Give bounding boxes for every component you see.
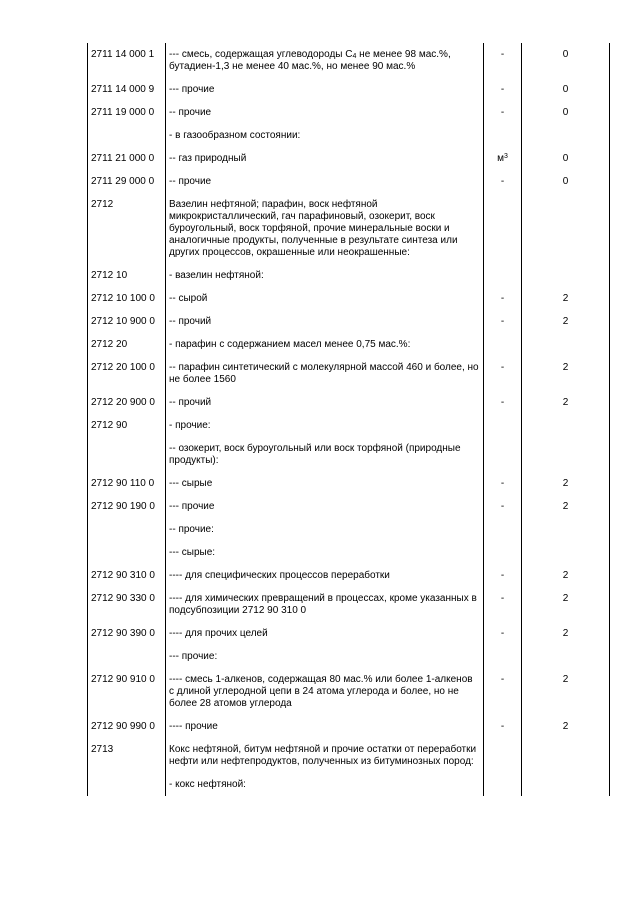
- duty-rate-cell: 2: [522, 472, 610, 495]
- description-cell: - парафин с содержанием масел менее 0,75 мас.%:: [166, 333, 484, 356]
- duty-rate-cell: [522, 738, 610, 773]
- duty-rate-cell: 0: [522, 43, 610, 78]
- code-cell: 2711 21 000 0: [88, 147, 166, 170]
- duty-rate-cell: [522, 333, 610, 356]
- code-cell: 2712 20 100 0: [88, 356, 166, 391]
- table-row: [88, 78, 610, 101]
- unit-cell: [484, 738, 522, 773]
- table-row: [88, 437, 610, 472]
- tariff-table-body: [88, 43, 610, 796]
- code-cell: 2712 90 330 0: [88, 587, 166, 622]
- description-cell: -- прочие: [166, 101, 484, 124]
- unit-cell: [484, 124, 522, 147]
- unit-cell: [484, 645, 522, 668]
- description-cell: --- сырые:: [166, 541, 484, 564]
- code-cell: 2711 14 000 9: [88, 78, 166, 101]
- unit-cell: [484, 773, 522, 796]
- code-cell: 2711 19 000 0: [88, 101, 166, 124]
- unit-cell: -: [484, 310, 522, 333]
- duty-rate-cell: [522, 264, 610, 287]
- table-row: [88, 147, 610, 170]
- duty-rate-cell: [522, 437, 610, 472]
- unit-cell: -: [484, 622, 522, 645]
- code-cell: [88, 645, 166, 668]
- unit-cell: $м^3$: [484, 147, 522, 170]
- code-cell: 2712 90 310 0: [88, 564, 166, 587]
- description-cell: --- прочие: [166, 495, 484, 518]
- unit-cell: -: [484, 356, 522, 391]
- description-cell: ---- для прочих целей: [166, 622, 484, 645]
- table-row: [88, 518, 610, 541]
- table-row: [88, 738, 610, 773]
- code-cell: 2711 14 000 1: [88, 43, 166, 78]
- description-cell: -- прочие:: [166, 518, 484, 541]
- description-cell: -- озокерит, воск буроугольный или воск торфяной (природные продукты):: [166, 437, 484, 472]
- table-row: [88, 333, 610, 356]
- code-cell: 2712 20: [88, 333, 166, 356]
- unit-cell: -: [484, 43, 522, 78]
- duty-rate-cell: 2: [522, 668, 610, 715]
- description-cell: - прочие:: [166, 414, 484, 437]
- code-cell: [88, 541, 166, 564]
- code-cell: [88, 124, 166, 147]
- table-row: [88, 668, 610, 715]
- code-cell: [88, 773, 166, 796]
- code-cell: 2712 10 100 0: [88, 287, 166, 310]
- table-row: [88, 170, 610, 193]
- duty-rate-cell: 2: [522, 287, 610, 310]
- description-cell: -- прочий: [166, 310, 484, 333]
- code-cell: 2712 90 390 0: [88, 622, 166, 645]
- code-cell: 2713: [88, 738, 166, 773]
- table-row: [88, 124, 610, 147]
- description-cell: --- прочие: [166, 78, 484, 101]
- duty-rate-cell: [522, 193, 610, 264]
- unit-cell: -: [484, 78, 522, 101]
- description-cell: Кокс нефтяной, битум нефтяной и прочие остатки от переработки нефти или нефтепродуктов, полученных из битуминозных пород:: [166, 738, 484, 773]
- unit-cell: -: [484, 495, 522, 518]
- description-cell: ---- смесь 1-алкенов, содержащая 80 мас.% или более 1-алкенов с длиной углеродной цепи в 24 атома углерода и более, но не более 28 атомов углерода: [166, 668, 484, 715]
- description-cell: --- смесь, содержащая углеводороды $C_4$ не менее 98 мас.%, бутадиен-1,3 не менее 40 мас.%, но менее 90 мас.%: [166, 43, 484, 78]
- duty-rate-cell: 2: [522, 310, 610, 333]
- table-row: [88, 541, 610, 564]
- table-row: [88, 264, 610, 287]
- unit-cell: [484, 518, 522, 541]
- table-row: [88, 310, 610, 333]
- unit-cell: -: [484, 391, 522, 414]
- duty-rate-cell: 2: [522, 564, 610, 587]
- code-cell: 2712 20 900 0: [88, 391, 166, 414]
- table-row: [88, 287, 610, 310]
- code-cell: 2712 10 900 0: [88, 310, 166, 333]
- duty-rate-cell: 2: [522, 391, 610, 414]
- table-row: [88, 715, 610, 738]
- duty-rate-cell: 2: [522, 715, 610, 738]
- description-cell: -- сырой: [166, 287, 484, 310]
- code-cell: 2712 90 110 0: [88, 472, 166, 495]
- code-cell: [88, 518, 166, 541]
- unit-cell: [484, 193, 522, 264]
- unit-cell: -: [484, 587, 522, 622]
- code-cell: 2712 90 990 0: [88, 715, 166, 738]
- duty-rate-cell: 0: [522, 78, 610, 101]
- table-row: [88, 43, 610, 78]
- unit-cell: [484, 414, 522, 437]
- table-row: [88, 472, 610, 495]
- code-cell: 2712 90 190 0: [88, 495, 166, 518]
- description-cell: - в газообразном состоянии:: [166, 124, 484, 147]
- duty-rate-cell: 0: [522, 147, 610, 170]
- description-cell: --- прочие:: [166, 645, 484, 668]
- table-row: [88, 101, 610, 124]
- duty-rate-cell: [522, 645, 610, 668]
- description-cell: -- парафин синтетический с молекулярной массой 460 и более, но не более 1560: [166, 356, 484, 391]
- tariff-table: [87, 43, 610, 796]
- unit-cell: [484, 437, 522, 472]
- duty-rate-cell: 2: [522, 356, 610, 391]
- duty-rate-cell: [522, 414, 610, 437]
- duty-rate-cell: [522, 773, 610, 796]
- table-row: [88, 391, 610, 414]
- table-row: [88, 564, 610, 587]
- table-row: [88, 356, 610, 391]
- code-cell: 2712 90 910 0: [88, 668, 166, 715]
- description-cell: -- прочие: [166, 170, 484, 193]
- table-row: [88, 773, 610, 796]
- description-cell: ---- для специфических процессов переработки: [166, 564, 484, 587]
- unit-cell: -: [484, 668, 522, 715]
- duty-rate-cell: 0: [522, 170, 610, 193]
- description-cell: -- газ природный: [166, 147, 484, 170]
- description-cell: - кокс нефтяной:: [166, 773, 484, 796]
- duty-rate-cell: 0: [522, 101, 610, 124]
- table-row: [88, 193, 610, 264]
- code-cell: 2711 29 000 0: [88, 170, 166, 193]
- table-row: [88, 587, 610, 622]
- table-row: [88, 645, 610, 668]
- table-row: [88, 414, 610, 437]
- code-cell: 2712 90: [88, 414, 166, 437]
- unit-cell: -: [484, 564, 522, 587]
- duty-rate-cell: [522, 124, 610, 147]
- unit-cell: -: [484, 101, 522, 124]
- code-cell: [88, 437, 166, 472]
- unit-cell: -: [484, 170, 522, 193]
- unit-cell: -: [484, 472, 522, 495]
- description-cell: ---- для химических превращений в процессах, кроме указанных в подсубпозиции 2712 90 310 0: [166, 587, 484, 622]
- unit-cell: [484, 264, 522, 287]
- description-cell: Вазелин нефтяной; парафин, воск нефтяной микрокристаллический, гач парафиновый, озокерит, воск буроугольный, воск торфяной, прочие минеральные воски и аналогичные продукты, полученные в результате синтеза или других процессов, окрашенные или неокрашенные:: [166, 193, 484, 264]
- unit-cell: [484, 541, 522, 564]
- unit-cell: -: [484, 287, 522, 310]
- description-cell: -- прочий: [166, 391, 484, 414]
- duty-rate-cell: 2: [522, 587, 610, 622]
- duty-rate-cell: [522, 518, 610, 541]
- description-cell: - вазелин нефтяной:: [166, 264, 484, 287]
- table-row: [88, 495, 610, 518]
- code-cell: 2712: [88, 193, 166, 264]
- unit-cell: -: [484, 715, 522, 738]
- code-cell: 2712 10: [88, 264, 166, 287]
- duty-rate-cell: 2: [522, 495, 610, 518]
- duty-rate-cell: 2: [522, 622, 610, 645]
- duty-rate-cell: [522, 541, 610, 564]
- description-cell: --- сырые: [166, 472, 484, 495]
- description-cell: ---- прочие: [166, 715, 484, 738]
- unit-cell: [484, 333, 522, 356]
- table-row: [88, 622, 610, 645]
